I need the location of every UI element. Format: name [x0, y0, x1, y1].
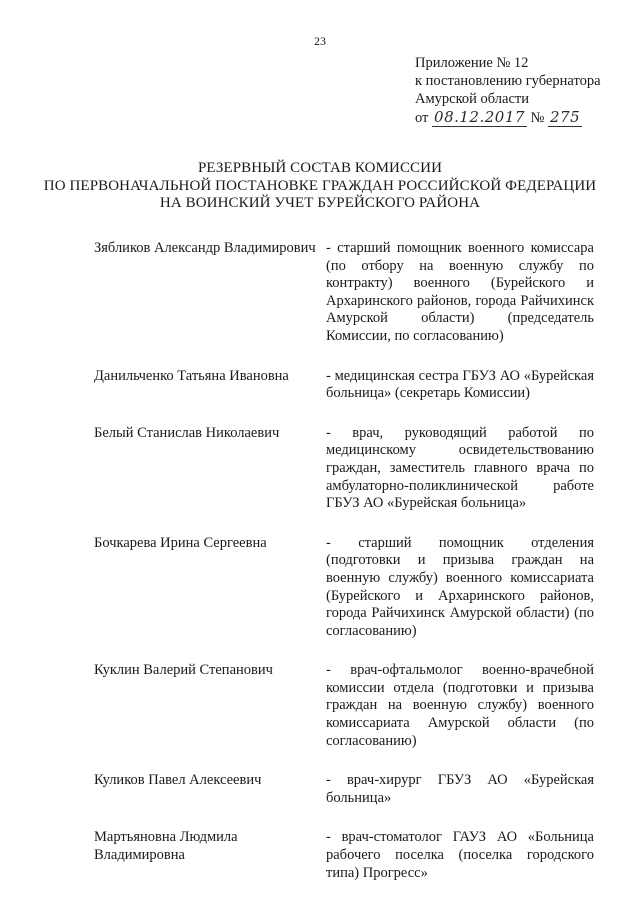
member-name: Зябликов Александр Владимирович — [94, 240, 316, 256]
handwritten-number: 275 — [550, 108, 581, 126]
page-number: 23 — [314, 34, 326, 48]
document-title — [0, 160, 640, 213]
date-prefix: от — [415, 110, 429, 126]
handwritten-date: 08.12.2017 — [434, 108, 525, 126]
member-row — [94, 240, 614, 346]
decree-reference: к постановлению губернатора — [415, 73, 601, 89]
title-line-2: ПО ПЕРВОНАЧАЛЬНОЙ ПОСТАНОВКЕ ГРАЖДАН РОССИЙСКОЙ ФЕДЕРАЦИИ — [43, 177, 597, 194]
title-line-1: РЕЗЕРВНЫЙ СОСТАВ КОМИССИИ — [197, 160, 443, 176]
member-role: - врач, руководящий работой по медицинскому освидетельствованию граждан, заместитель главного врача по амбулаторно-поликлинической работе ГБУЗ АО «Бурейская больница» — [326, 424, 594, 512]
member-name: Белый Станислав Николаевич — [94, 424, 280, 441]
member-row — [94, 829, 614, 882]
member-name: Бочкарева Ирина Сергеевна — [94, 534, 267, 551]
member-name: Данильченко Татьяна Ивановна — [94, 367, 289, 384]
appendix-label: Приложение № 12 — [415, 55, 529, 71]
member-row — [94, 772, 614, 807]
member-name: Куклин Валерий Степанович — [94, 662, 273, 679]
member-name: Куликов Павел Алексеевич — [94, 772, 262, 789]
member-role: - старший помощник отделения (подготовки и призыва граждан на военную службу) военного комиссариата (Бурейского и Архаринского районов, города Райчихинск Амурской области) (по согласованию) — [326, 534, 594, 639]
members-list — [94, 240, 614, 882]
member-row — [94, 535, 614, 641]
date-number-line — [415, 108, 601, 127]
approval-block — [415, 54, 601, 127]
region-name: Амурской области — [415, 91, 529, 107]
member-role: - старший помощник военного комиссара (по отбору на военную службу по контракту) военного (Бурейского и Архаринского районов, города Райчихинск Амурской области) (председатель Комиссии, по согласованию) — [326, 240, 594, 344]
member-row — [94, 662, 614, 750]
member-role: - врач-хирург ГБУЗ АО «Бурейская больница» — [326, 772, 594, 806]
title-line-3: НА ВОИНСКИЙ УЧЕТ БУРЕЙСКОГО РАЙОНА — [159, 195, 481, 211]
member-role: - врач-стоматолог ГАУЗ АО «Больница рабочего поселка (поселка городского типа) Прогресс» — [326, 829, 594, 881]
member-role: - медицинская сестра ГБУЗ АО «Бурейская больница» (секретарь Комиссии) — [326, 367, 594, 402]
member-role: - врач-офтальмолог военно-врачебной комиссии отдела (подготовки и призыва граждан на военную службу) военного комиссариата Амурской области (по согласованию) — [326, 662, 594, 749]
number-prefix: № — [530, 110, 545, 126]
member-row — [94, 425, 614, 513]
member-row — [94, 368, 614, 403]
member-name: Мартьяновна Людмила Владимировна — [94, 829, 238, 864]
